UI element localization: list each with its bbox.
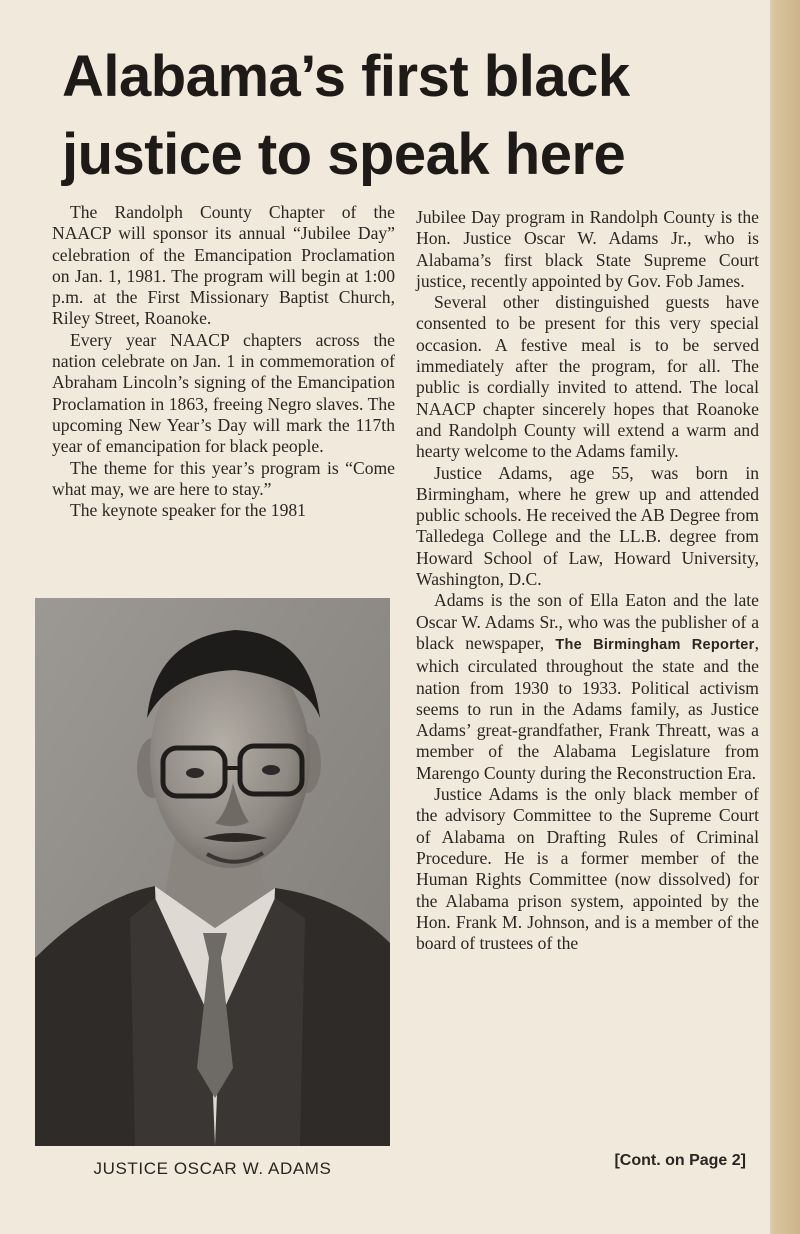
article-paragraph: The keynote speaker for the 1981	[70, 500, 306, 521]
article-paragraph: The Randolph County Chapter of the NAACP will sponsor its annual “Jubilee Day” celebration of the Emancipation Proclamation on Jan. 1, 1981. The program will begin at 1:00 p.m. at the First Missionary Baptist Church, Riley Street, Roanoke.	[52, 202, 395, 329]
portrait-image	[35, 598, 390, 1146]
article-paragraph: Every year NAACP chapters across the nation celebrate on Jan. 1 in commemoration of Abraham Lincoln’s signing of the Emancipation Proclamation in 1863, freeing Negro slaves. The upcoming New Year’s Day will mark the 117th year of emancipation for black people.	[52, 329, 395, 457]
paragraph-text: Adams is the son of Ella Eaton and the late Oscar W. Adams Sr., who was the publisher of a black newspaper,	[416, 590, 759, 653]
photo-caption: JUSTICE OSCAR W. ADAMS	[93, 1159, 332, 1178]
portrait-photo	[35, 598, 390, 1146]
article-paragraph: Jubilee Day program in Randolph County is the Hon. Justice Oscar W. Adams Jr., who is Alabama’s first black State Supreme Court justice, recently appointed by Gov. Fob James.	[416, 207, 759, 291]
paragraph-text: , which circulated throughout the state and the nation from 1930 to 1933. Political activism seems to run in the Adams family, as Justice Adams’ great-grandfather, Frank Threatt, was a member of the Alabama Legislature from Marengo County during the Reconstruction Era.	[416, 632, 759, 783]
continuation-note: [Cont. on Page 2]	[614, 1152, 746, 1169]
article-paragraph: Justice Adams, age 55, was born in Birmingham, where he grew up and attended public schools. He received the AB Degree from Talledega College and the LL.B. degree from Howard School of Law, Howard University, Washington, D.C.	[416, 462, 759, 590]
left-column	[52, 202, 395, 521]
headline: Alabama’s first black justice to speak here	[62, 44, 630, 187]
article-paragraph: Justice Adams is the only black member of the advisory Committee to the Supreme Court of Alabama on Drafting Rules of Criminal Procedure. He is a former member of the Human Rights Committee (now dissolved) for the Alabama prison system, appointed by the Hon. Frank M. Johnson, and is a member of the board of trustees of the	[416, 784, 759, 954]
article-paragraph: Several other distinguished guests have consented to be present for this very special occasion. A festive meal is to be served immediately after the program, for all. The public is cordially invited to attend. The local NAACP chapter sincerely hopes that Roanoke and Randolph County will extend a warm and hearty welcome to the Adams family.	[416, 292, 759, 462]
article-paragraph	[416, 590, 759, 784]
article-paragraph: The theme for this year’s program is “Come what may, we are here to stay.”	[52, 457, 395, 499]
right-column	[416, 207, 759, 954]
newspaper-name: The Birmingham Reporter	[555, 636, 755, 653]
